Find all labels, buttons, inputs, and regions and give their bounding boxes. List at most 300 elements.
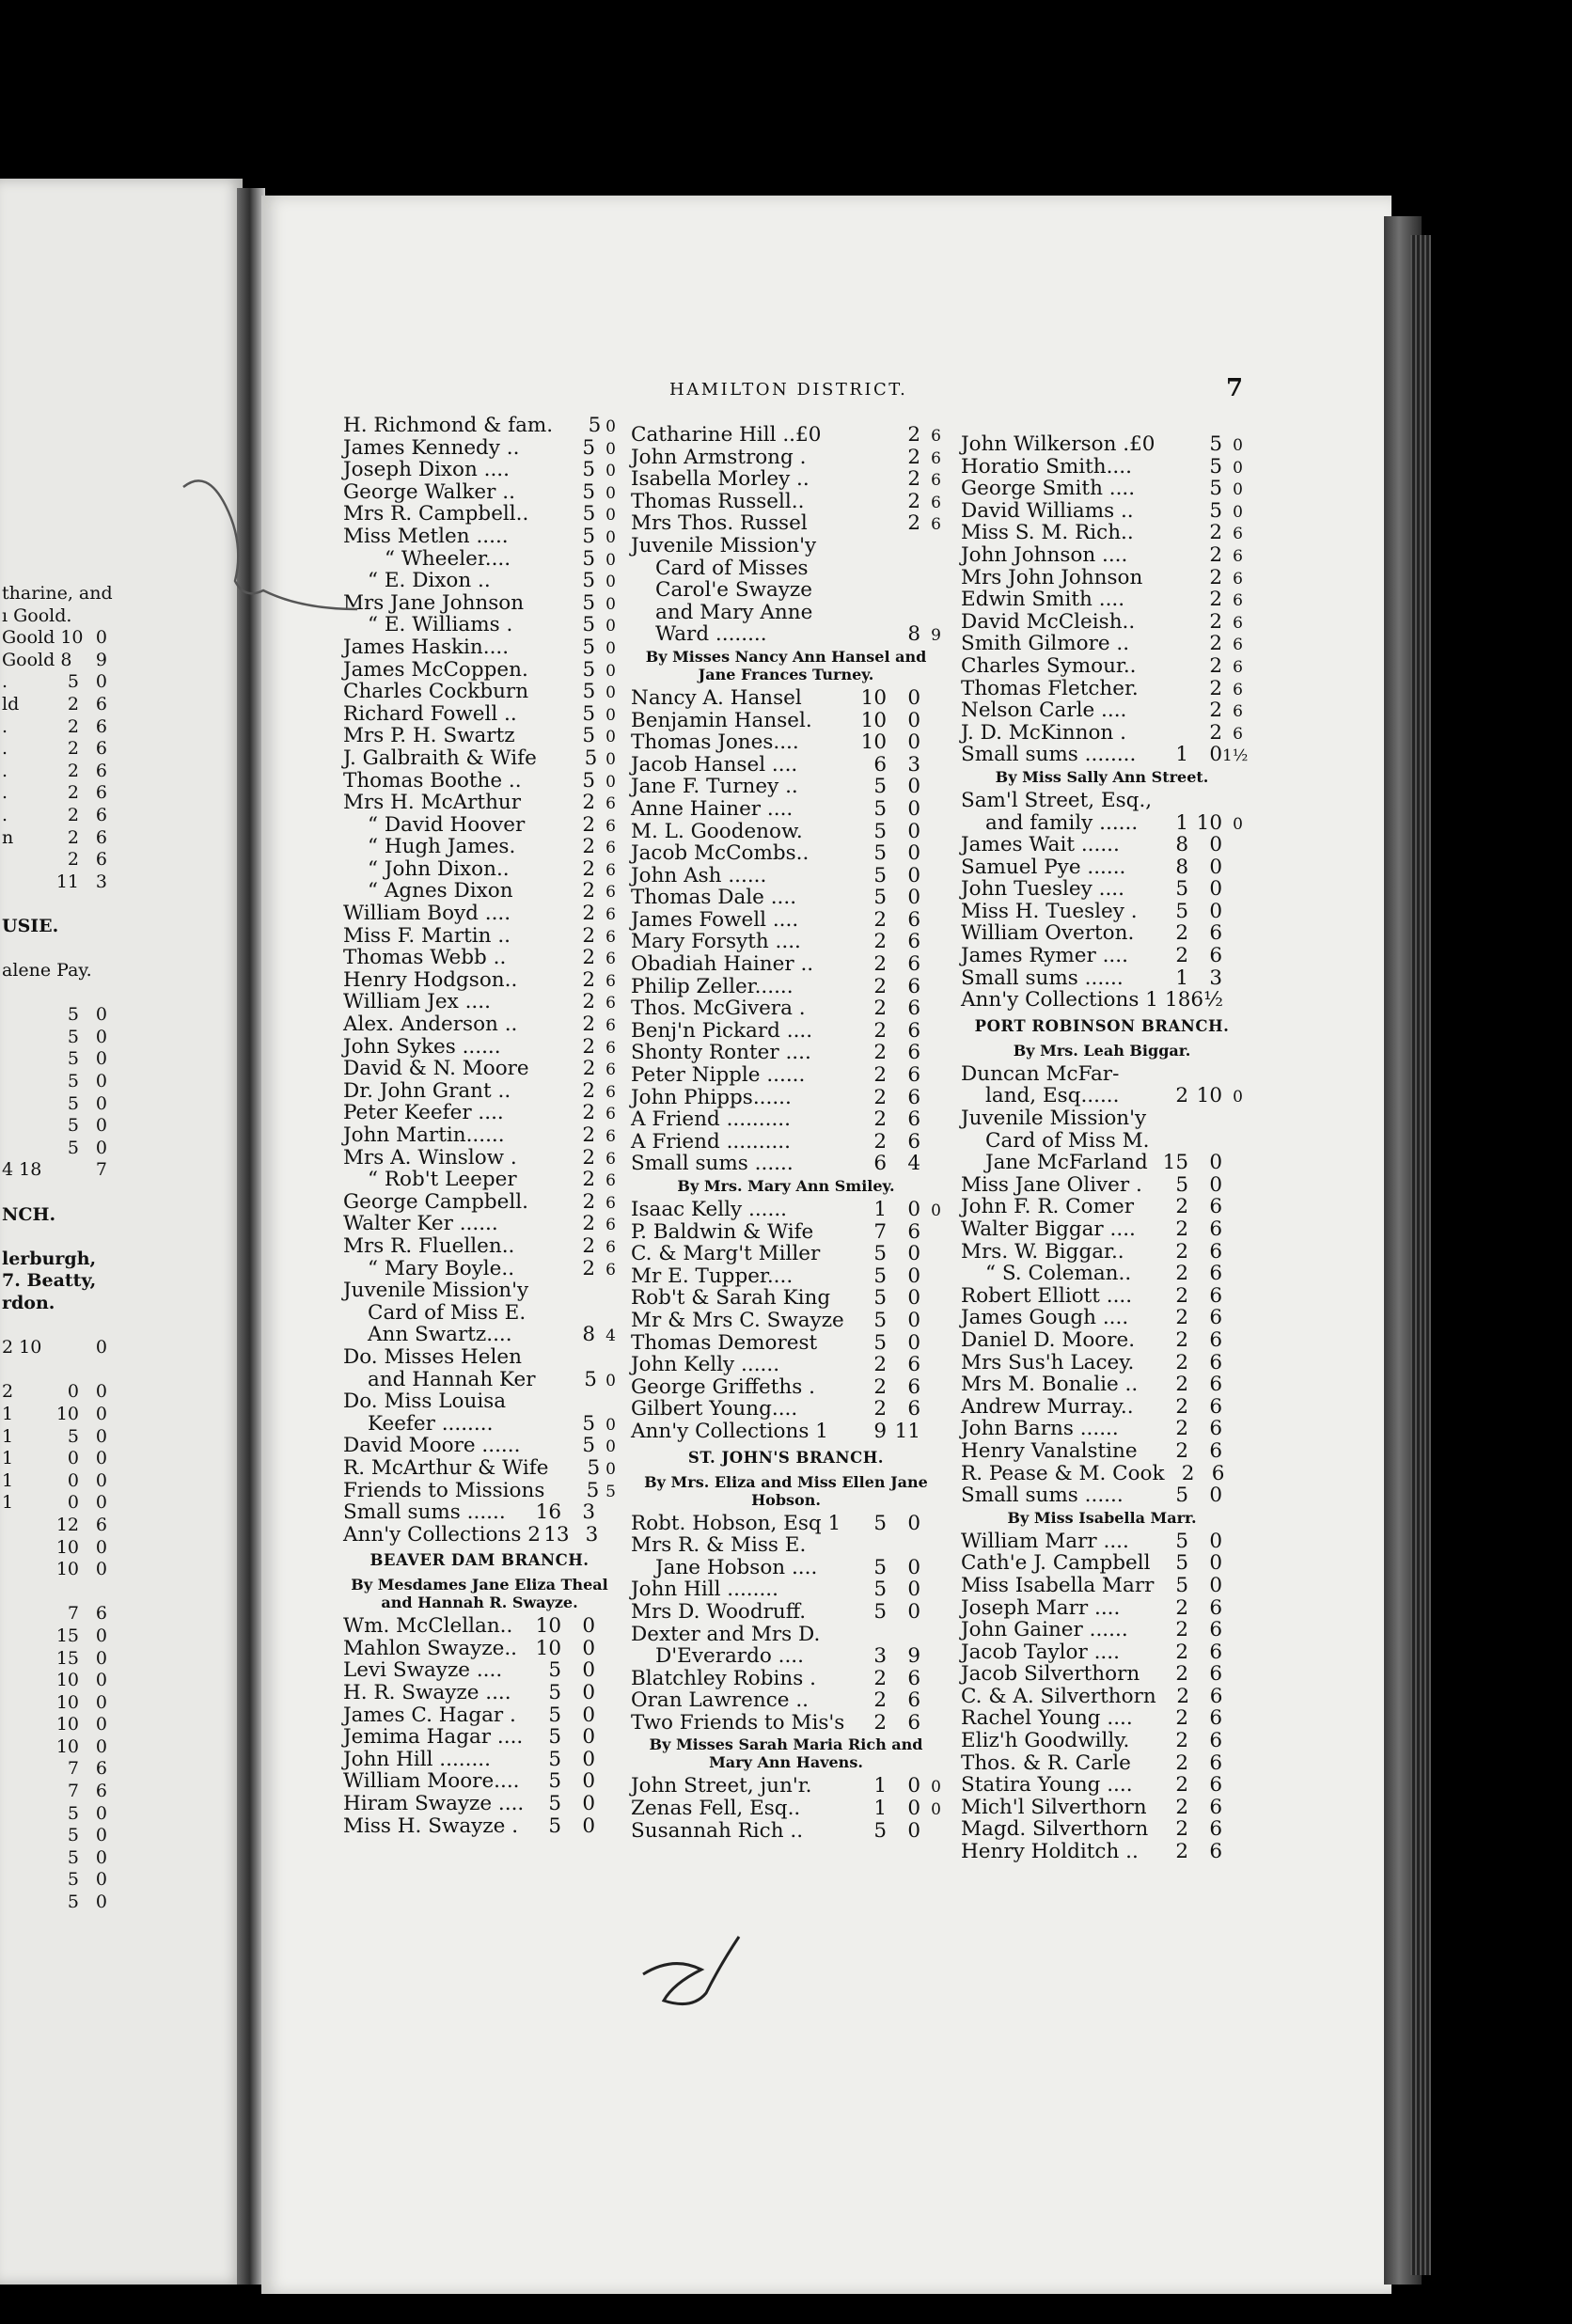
left-page-line (2, 782, 107, 805)
subscriber-entry (961, 1841, 1243, 1863)
amount-shillings: 0 (582, 1703, 595, 1727)
left-page-text-fragment: 4 18 (2, 1159, 42, 1181)
amount-shillings: 2 (582, 1034, 595, 1059)
subscriber-name: William Moore.... (343, 1769, 520, 1794)
subscriber-name: Susannah Rich .. (631, 1818, 804, 1843)
subscriber-entry (631, 953, 941, 976)
amount-pounds: 9 (873, 1419, 887, 1443)
subscriber-name: C. & Marg't Miller (631, 1242, 821, 1266)
subscriber-name: “ Mary Boyle.. (368, 1256, 515, 1280)
left-page-text-fragment: n (2, 826, 14, 848)
subscriber-name: John Tuesley .... (961, 877, 1124, 902)
left-page-line (2, 627, 107, 650)
amount-pounds: 2 (1175, 1417, 1188, 1441)
amount-shillings: 6 (1209, 1195, 1222, 1219)
subscriber-entry (631, 1265, 941, 1288)
left-page-line (2, 1492, 107, 1515)
amount-shillings: 6 (1209, 1262, 1222, 1286)
subscriber-entry (961, 834, 1243, 856)
subscriber-entry (343, 1080, 616, 1103)
subscriber-name: Thomas Webb .. (343, 946, 507, 970)
amount-shillings: 5 (582, 1411, 595, 1436)
left-page-line (2, 1226, 107, 1248)
subscriber-name: Mrs. W. Biggar.. (961, 1239, 1124, 1264)
left-amount: 12 (55, 1514, 79, 1535)
subscriber-name: David Williams .. (961, 498, 1134, 523)
left-page-line (2, 1337, 107, 1359)
subscriber-name: Magd. Silverthorn (961, 1817, 1149, 1842)
amount-pounds: 10 (535, 1614, 561, 1639)
left-amount: 5 (67, 1115, 79, 1137)
subscriber-name: George Griffeths . (631, 1374, 815, 1399)
subscriber-entry (631, 687, 941, 710)
amount-shillings: 2 (582, 902, 595, 926)
amount-shillings: 0 (582, 1614, 595, 1639)
left-amount: 0 (95, 1647, 107, 1669)
subscriber-entry (961, 1218, 1243, 1241)
amount-pounds: 15 (1162, 1151, 1188, 1175)
left-amount: 5 (67, 1092, 79, 1114)
amount-shillings: 2 (907, 445, 920, 469)
amount-shillings: 6 (1209, 1684, 1223, 1708)
left-amount: 7 (67, 1781, 79, 1802)
subscriber-name: Anne Hainer .... (631, 796, 794, 821)
left-page-line (2, 1625, 107, 1648)
subscriber-name: R. Pease & M. Cook (961, 1461, 1165, 1485)
subscriber-entry (961, 1818, 1243, 1841)
amount-pence: 6 (605, 816, 616, 836)
left-page-line (2, 694, 107, 716)
amount-shillings: 2 (582, 835, 595, 859)
amount-shillings: 2 (582, 990, 595, 1014)
subscriber-name: Joseph Marr .... (961, 1595, 1121, 1620)
left-amount: 6 (95, 1781, 107, 1802)
amount-shillings: 9 (907, 1644, 920, 1669)
subscriber-entry (343, 1480, 616, 1502)
subscriber-name: John Phipps...... (631, 1085, 792, 1109)
amount-shillings: 6 (1209, 1595, 1222, 1620)
page-number: 7 (1226, 374, 1244, 402)
amount-pounds: 5 (1175, 899, 1188, 923)
amount-shillings: 6 (1209, 1373, 1222, 1397)
left-amount: 7 (95, 1159, 107, 1181)
subscriber-name: P. Baldwin & Wife (631, 1219, 814, 1244)
amount-pence: 6 (931, 515, 941, 535)
subscriber-name: Small sums ........ (961, 743, 1137, 767)
amount-pounds: 5 (548, 1658, 561, 1683)
collector-note: By Misses Nancy Ann Hansel and Jane Frances Turney. (645, 647, 927, 683)
subscriber-name: Mrs R. Fluellen.. (343, 1233, 515, 1258)
subscriber-name: Shonty Ronter .... (631, 1041, 811, 1065)
left-amount: 5 (67, 1869, 79, 1891)
amount-shillings: 0 (1209, 743, 1222, 767)
subscriber-name: Jane F. Turney .. (631, 775, 798, 799)
subscriber-entry (631, 1332, 941, 1355)
collector-note: By Misses Sarah Maria Rich and Mary Ann Havens. (649, 1735, 923, 1772)
amount-shillings: 0 (582, 1636, 595, 1660)
subscriber-entry (343, 1726, 616, 1749)
left-page-text-fragment: 2 10 (2, 1337, 42, 1358)
amount-pounds: 5 (873, 775, 887, 799)
amount-pence: 6 (605, 860, 616, 880)
subscriber-name: Small sums ...... (343, 1500, 506, 1525)
left-amount: 0 (95, 1092, 107, 1114)
subscriber-name: John Armstrong . (631, 445, 807, 469)
amount-pence: 6 (1233, 591, 1243, 611)
collector-note: By Mrs. Eliza and Miss Ellen Jane Hobson. (644, 1472, 928, 1509)
subscriber-name: Thomas Dale .... (631, 886, 797, 910)
amount-pounds: 1 (1175, 810, 1188, 835)
amount-pounds: 5 (873, 1330, 887, 1355)
subscriber-name: Nancy A. Hansel (631, 685, 802, 710)
subscriber-entry (631, 1798, 941, 1820)
left-page-line (2, 1603, 107, 1625)
subscriber-name: Ann'y Collections 1 (631, 1419, 828, 1443)
amount-pounds: 2 (1175, 1438, 1188, 1463)
subscriber-name: Mrs Sus'h Lacey. (961, 1350, 1135, 1374)
amount-shillings: 2 (907, 467, 920, 492)
left-page-line (2, 1537, 107, 1560)
amount-shillings: 2 (582, 812, 595, 837)
subscriber-name: George Smith .... (961, 477, 1136, 501)
amount-pounds: 2 (1175, 1817, 1188, 1842)
left-amount: 2 (67, 738, 79, 760)
subscriber-entry (343, 1213, 616, 1235)
subscriber-entry (343, 991, 616, 1013)
subscriber-entry (631, 710, 941, 732)
subscriber-name: Dexter and Mrs D. (631, 1622, 821, 1646)
subscriber-name: H. R. Swayze .... (343, 1681, 511, 1705)
subscriber-name: Ann'y Collections 1 (961, 988, 1158, 1013)
subscriber-name: Philip Zeller...... (631, 974, 794, 998)
subscriber-name: James Haskin.... (343, 635, 510, 659)
subscriber-name: Benj'n Pickard .... (631, 1018, 813, 1043)
subscriber-name: “ Hugh James. (368, 835, 516, 859)
subscriber-entry (961, 478, 1243, 500)
subscriber-name: Hiram Swayze .... (343, 1792, 525, 1816)
amount-pence: 6 (1233, 657, 1243, 677)
subscriber-entry (961, 1130, 1243, 1153)
left-amount: 0 (95, 1048, 107, 1070)
left-amount: 6 (95, 760, 107, 781)
amount-pence: 0 (605, 772, 616, 792)
subscriber-entry (343, 1324, 616, 1346)
amount-pounds: 10 (535, 1636, 561, 1660)
amount-pounds: 2 (1181, 1461, 1195, 1485)
amount-shillings: 2 (1209, 588, 1222, 612)
subscriber-name: Edwin Smith .... (961, 588, 1125, 612)
subscriber-name: Thomas Fletcher. (961, 676, 1139, 700)
amount-shillings: 6 (907, 974, 920, 998)
subscriber-entry (631, 842, 941, 865)
amount-pounds: 6 (873, 1152, 887, 1176)
amount-pence: 0 (605, 728, 616, 747)
subscriber-entry (631, 1064, 941, 1087)
subscriber-entry (631, 468, 941, 491)
amount-shillings: 4 (907, 1152, 920, 1176)
left-amount: 5 (67, 1137, 79, 1158)
left-page-line (2, 849, 107, 872)
left-page-line (2, 1470, 107, 1493)
subscriber-entry (631, 1712, 941, 1735)
amount-shillings: 6 (1209, 921, 1222, 946)
amount-shillings: 6 (1209, 1438, 1222, 1463)
amount-pence: 6 (605, 1038, 616, 1058)
subscriber-entry (343, 1501, 616, 1524)
subscriber-entry (961, 1484, 1243, 1507)
amount-pounds: 6 (873, 752, 887, 777)
left-page-text-fragment: lerburgh, (2, 1248, 97, 1269)
subscriber-name: Charles Symour.. (961, 653, 1137, 678)
subscriber-entry (631, 447, 941, 469)
left-amount: 5 (67, 1892, 79, 1913)
left-amount: 5 (67, 1425, 79, 1447)
subscriber-entry (631, 1354, 941, 1376)
subscriber-name: Samuel Pye ...... (961, 855, 1126, 879)
amount-pounds: 2 (1176, 1684, 1190, 1708)
left-amount: 0 (95, 1337, 107, 1358)
left-page-text-fragment: ı Goold. (2, 605, 72, 626)
subscriber-entry (961, 790, 1243, 812)
subscriber-name: “ E. Williams . (368, 613, 513, 637)
amount-pence: 6 (1233, 525, 1243, 544)
left-amount: 6 (95, 782, 107, 804)
left-page-line (2, 1359, 107, 1382)
amount-pounds: 2 (1175, 1373, 1188, 1397)
left-amount: 0 (95, 1004, 107, 1026)
amount-pounds: 2 (1175, 1729, 1188, 1753)
amount-pounds: 2 (1175, 1662, 1188, 1687)
subscriber-entry (961, 878, 1243, 901)
amount-shillings: 6 (1209, 1706, 1222, 1731)
left-page-line (2, 827, 107, 850)
amount-pence: 0 (605, 1459, 616, 1479)
subscriber-name: James Wait ...... (961, 833, 1120, 857)
left-amount: 0 (95, 1735, 107, 1757)
subscriber-entry (343, 1793, 616, 1815)
subscriber-entry (961, 1152, 1243, 1174)
left-page-text-fragment: 1 (2, 1448, 14, 1469)
subscriber-entry (631, 1287, 941, 1310)
amount-shillings: 6 (907, 1353, 920, 1377)
amount-pence: 0 (605, 594, 616, 614)
subscriber-name: Mrs H. McArthur (343, 791, 522, 815)
subscriber-entry (631, 1624, 941, 1646)
subscriber-entry (343, 1169, 616, 1191)
subscriber-name: C. & A. Silverthorn (961, 1684, 1156, 1708)
amount-shillings: 6 (907, 1041, 920, 1065)
left-amount: 7 (67, 1758, 79, 1780)
subscriber-name: John Hill ........ (343, 1747, 491, 1771)
subscriber-entry (343, 1369, 616, 1391)
amount-shillings: 5 (582, 569, 595, 593)
left-page-line (2, 1692, 107, 1715)
amount-shillings: 0 (907, 841, 920, 866)
subscriber-entry (631, 1645, 941, 1668)
left-amount: 0 (95, 1469, 107, 1491)
amount-pence: 6 (605, 1082, 616, 1102)
left-page-line (2, 716, 107, 739)
subscriber-name: Ann Swartz.... (368, 1323, 512, 1347)
amount-pounds: 2 (873, 907, 887, 932)
amount-pounds: 2 (1175, 1751, 1188, 1775)
amount-shillings: 10 (1196, 810, 1222, 835)
subscriber-name: James Fowell .... (631, 907, 799, 932)
left-amount: 2 (67, 826, 79, 848)
subscriber-name: “ Rob't Leeper (368, 1168, 517, 1192)
subscriber-name: Thomas Jones.... (631, 730, 799, 755)
subscriber-entry (343, 1013, 616, 1036)
amount-pounds: 5 (1175, 1529, 1188, 1553)
amount-pence: 0 (605, 506, 616, 526)
amount-pounds: 2 (1175, 1327, 1188, 1352)
amount-pence: 6 (605, 994, 616, 1013)
subscriber-name: William Marr .... (961, 1529, 1129, 1553)
subscriber-name: Obadiah Hainer .. (631, 952, 814, 977)
subscriber-entry (961, 655, 1243, 678)
subscriber-name: Jacob McCombs.. (631, 841, 810, 866)
subscriber-name: John F. R. Comer (961, 1195, 1134, 1219)
amount-shillings: 5 (582, 524, 595, 548)
subscriber-entry (343, 1682, 616, 1704)
left-amount: 2 (67, 760, 79, 781)
amount-pence: 6 (1233, 724, 1243, 744)
left-page-line (2, 805, 107, 827)
subscriber-entry (343, 1346, 616, 1369)
subscriber-entry (343, 1457, 616, 1480)
amount-pounds: 2 (1175, 1840, 1188, 1864)
amount-pounds: 2 (873, 1018, 887, 1043)
subscriber-name: Mrs Jane Johnson (343, 590, 525, 615)
left-page-line (2, 1448, 107, 1470)
subscriber-name: “ David Hoover (368, 812, 526, 837)
subscriber-entry (961, 1329, 1243, 1352)
amount-shillings: 5 (582, 435, 595, 460)
branch-heading: BEAVER DAM BRANCH. (369, 1551, 590, 1570)
subscriber-name: James Gough .... (961, 1306, 1129, 1330)
subscriber-name: Mrs R. & Miss E. (631, 1533, 807, 1558)
left-page-line (2, 738, 107, 761)
amount-pounds: 3 (873, 1644, 887, 1669)
subscriber-entry (343, 1124, 616, 1147)
left-page-line (2, 671, 107, 694)
subscriber-name: Juvenile Mission'y (343, 1279, 529, 1303)
subscriber-entry (343, 1191, 616, 1214)
subscriber-name: Andrew Murray.. (961, 1394, 1134, 1419)
amount-shillings: 0 (1209, 1551, 1222, 1576)
amount-shillings: 5 (1209, 454, 1222, 479)
amount-pence: 0 (1233, 436, 1243, 455)
amount-shillings: 0 (907, 1330, 920, 1355)
amount-shillings: 6 (907, 1107, 920, 1132)
amount-shillings: 2 (582, 1212, 595, 1236)
amount-shillings: 6 (907, 1688, 920, 1713)
subscriber-name: Card of Miss M. (985, 1128, 1150, 1153)
subscriber-name: Small sums ...... (961, 1484, 1124, 1508)
subscriber-name: Peter Keefer .... (343, 1101, 504, 1125)
subscriber-name: Smith Gilmore .. (961, 632, 1130, 656)
left-page-line (2, 1048, 107, 1071)
amount-pounds: 2 (873, 1129, 887, 1154)
left-page-text-fragment: . (2, 760, 8, 781)
amount-shillings: 6½ (1190, 988, 1223, 1013)
left-page-line (2, 1581, 107, 1604)
subscriber-entry (631, 821, 941, 843)
subscriber-entry (961, 856, 1243, 879)
amount-pounds: 5 (548, 1769, 561, 1794)
subscriber-entry (961, 1196, 1243, 1218)
left-page-text-fragment: tharine, and (2, 583, 113, 604)
subscriber-name: John Wilkerson .£0 (961, 432, 1155, 456)
subscriber-name: A Friend .......... (631, 1129, 791, 1154)
subscriber-entry (631, 887, 941, 909)
branch-heading: PORT ROBINSON BRANCH. (974, 1016, 1230, 1035)
left-page-line (2, 1159, 107, 1182)
subscriber-name: John Sykes ...... (343, 1034, 501, 1059)
subscriber-entry (631, 997, 941, 1020)
left-amount: 10 (55, 1735, 79, 1757)
subscriber-name: John Kelly ...... (631, 1353, 780, 1377)
amount-shillings: 5 (1209, 477, 1222, 501)
amount-shillings: 0 (907, 1264, 920, 1288)
amount-pounds: 2 (1175, 1350, 1188, 1374)
amount-shillings: 2 (907, 423, 920, 447)
subscriber-entry (961, 1085, 1243, 1107)
subscriber-entry (961, 1174, 1243, 1197)
amount-shillings: 5 (1209, 498, 1222, 523)
subscriber-name: George Campbell. (343, 1189, 528, 1214)
amount-pounds: 2 (873, 974, 887, 998)
amount-pounds: 13 (543, 1522, 570, 1547)
amount-shillings: 5 (582, 546, 595, 571)
subscriber-entry (343, 1770, 616, 1793)
amount-shillings: 2 (1209, 632, 1222, 656)
amount-shillings: 2 (582, 856, 595, 881)
amount-shillings: 0 (907, 685, 920, 710)
subscriber-name: Rachel Young .... (961, 1706, 1133, 1731)
amount-shillings: 6 (1209, 1306, 1222, 1330)
amount-shillings: 5 (584, 746, 598, 770)
amount-shillings: 6 (1209, 1840, 1222, 1864)
subscriber-entry (961, 743, 1249, 767)
left-page-text-fragment: NCH. (2, 1203, 56, 1225)
subscriber-entry (961, 1663, 1243, 1686)
subscriber-name: Miss F. Martin .. (343, 923, 511, 948)
subscriber-entry (343, 1615, 616, 1638)
amount-shillings: 0 (907, 863, 920, 887)
subscriber-name: Joseph Dixon .... (343, 458, 510, 482)
amount-pounds: 2 (873, 1041, 887, 1065)
amount-shillings: 2 (1209, 699, 1222, 723)
subscriber-name: Friends to Missions (343, 1478, 545, 1502)
left-page-line (2, 1027, 107, 1049)
amount-pence: 6 (1233, 613, 1243, 633)
amount-pounds: 1 (873, 1774, 887, 1798)
subscriber-entry (631, 798, 941, 821)
subscriber-entry (961, 1107, 1243, 1130)
left-amount: 10 (55, 1536, 79, 1558)
left-page-text-fragment: . (2, 804, 8, 825)
left-page-text-fragment: USIE. (2, 915, 59, 936)
amount-shillings: 0 (582, 1658, 595, 1683)
subscriber-entry (961, 1307, 1243, 1329)
amount-shillings: 0 (1209, 1529, 1222, 1553)
amount-pounds: 5 (873, 819, 887, 843)
left-amount: 6 (95, 804, 107, 825)
amount-shillings: 0 (1209, 1484, 1222, 1508)
left-amount: 2 (67, 693, 79, 714)
amount-shillings: 2 (907, 489, 920, 513)
